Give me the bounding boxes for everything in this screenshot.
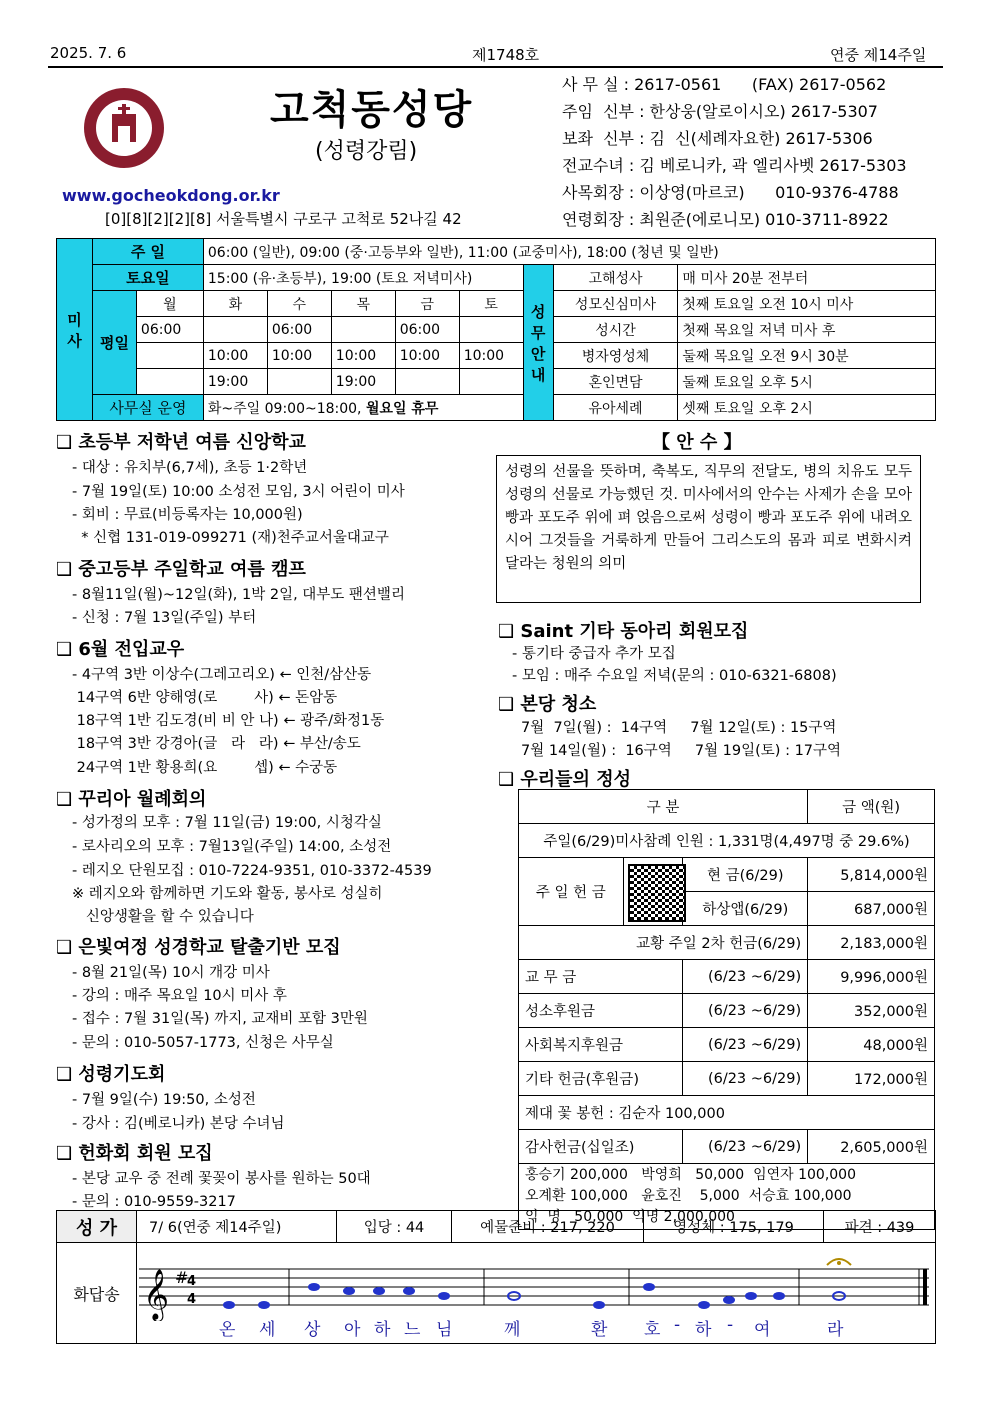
offering-head-category: 구 분 — [519, 790, 808, 824]
section-title: ❑ 본당 청소 — [498, 694, 597, 715]
svg-text:4: 4 — [187, 1292, 197, 1307]
psalm-lyrics — [139, 1315, 935, 1339]
liturgical-week: 연중 제14주일 — [830, 46, 927, 64]
website-link[interactable]: www.gocheokdong.or.kr — [62, 186, 280, 205]
offering-row-label: 성소후원금 — [519, 994, 683, 1028]
lyric-syllable: 께 — [504, 1320, 521, 1340]
section-title: ❑ Saint 기타 동아리 회원모집 — [498, 621, 749, 642]
section-title: ❑ 꾸리아 월례회의 — [56, 789, 207, 810]
weekday-time — [459, 317, 523, 343]
day-header: 수 — [267, 291, 331, 317]
thanks-label: 감사헌금(십일조) — [519, 1130, 683, 1164]
weekday-time: 06:00 — [136, 317, 203, 343]
section-line: - 8월11일(월)~12일(화), 1박 2일, 대부도 팬션밸리 — [72, 587, 405, 603]
guide-value: 둘째 토요일 오후 5시 — [678, 369, 936, 395]
svg-text:4: 4 — [187, 1274, 197, 1289]
section-line: 7월 7일(월) : 14구역 7월 12일(토) : 15구역 — [521, 720, 837, 736]
ansu-title: 【 안 수 】 — [652, 432, 742, 453]
address: [0][8][2][2][8] 서울특별시 구로구 고척로 52나길 42 — [105, 210, 462, 228]
donor-line: 익 명 50,000 익명 2,000,000 — [525, 1209, 735, 1225]
lyric-syllable: 환 — [591, 1320, 608, 1340]
sunday-times: 06:00 (일반), 09:00 (중·고등부와 일반), 11:00 (교중미사), 18:00 (청년 및 일반) — [203, 239, 935, 265]
section-line: - 본당 교우 중 전례 꽃꽂이 봉사를 원하는 50대 — [72, 1171, 371, 1187]
thanks-period: (6/23 ~6/29) — [683, 1130, 808, 1164]
offering-row-period: (6/23 ~6/29) — [683, 1062, 808, 1096]
page-title: 고척동성당 — [270, 87, 474, 133]
section-title: ❑ 헌화회 회원 모집 — [56, 1143, 213, 1164]
ansu-box — [496, 455, 921, 603]
guide-item: 혼인면담 — [553, 369, 678, 395]
weekday-time — [136, 343, 203, 369]
offering-row-amount: 172,000원 — [808, 1062, 935, 1096]
lyric-syllable: 세 — [259, 1320, 276, 1340]
section-line: * 신협 131-019-099271 (재)천주교서울대교구 — [72, 530, 389, 546]
section-line: - 모임 : 매주 수요일 저녁(문의 : 010-6321-6808) — [512, 668, 837, 684]
thanks-amount: 2,605,000원 — [808, 1130, 935, 1164]
day-header: 목 — [331, 291, 395, 317]
offering-row-period: (6/23 ~6/29) — [683, 1028, 808, 1062]
qr-code-icon[interactable] — [628, 864, 686, 922]
weekday-time: 10:00 — [459, 343, 523, 369]
hymn-offertory: 예물준비 : 217, 220 — [452, 1211, 644, 1242]
sunday-offering-label: 주 일 헌 금 — [519, 858, 624, 926]
guide-item: 병자영성체 — [553, 343, 678, 369]
guide-value: 첫째 목요일 저녁 미사 후 — [678, 317, 936, 343]
donor-line: 홍승기 200,000 박영희 50,000 임연자 100,000 — [525, 1167, 856, 1183]
section-title: ❑ 우리들의 정성 — [498, 769, 631, 790]
lyric-syllable: 상 — [304, 1320, 321, 1340]
section-line: 18구역 3반 강경아(글 라 라) ← 부산/송도 — [72, 736, 361, 752]
hymn-date: 7/ 6(연중 제14주일) — [137, 1211, 337, 1242]
lyric-syllable: 아 — [344, 1320, 361, 1340]
weekday-label: 평일 — [92, 291, 136, 395]
contact-office: 사 무 실 : 2617-0561 (FAX) 2617-0562 — [562, 75, 887, 94]
lyric-syllable: 라 — [827, 1320, 844, 1340]
weekday-time: 19:00 — [331, 369, 395, 395]
hymn-entrance: 입당 : 44 — [337, 1211, 452, 1242]
cash-amount: 5,814,000원 — [808, 858, 935, 892]
weekday-time — [267, 369, 331, 395]
guide-item: 성시간 — [553, 317, 678, 343]
svg-text:#: # — [175, 1268, 189, 1287]
office-closed: 월요일 휴무 — [365, 400, 439, 417]
mass-schedule-table — [56, 238, 936, 421]
saturday-times: 15:00 (유·초등부), 19:00 (토요 저녁미사) — [203, 265, 523, 291]
weekday-time — [395, 369, 459, 395]
section-line: 7월 14일(월) : 16구역 7월 19일(토) : 17구역 — [521, 743, 842, 759]
offering-head-amount: 금 액(원) — [808, 790, 935, 824]
lyric-syllable: 온 — [219, 1320, 236, 1340]
offering-row-label: 교 무 금 — [519, 960, 683, 994]
sunday-label: 주 일 — [92, 239, 203, 265]
section-line: - 문의 : 010-9559-3217 — [72, 1194, 236, 1210]
weekday-time: 06:00 — [267, 317, 331, 343]
section-line: - 레지오 단원모집 : 010-7224-9351, 010-3372-4539 — [72, 863, 432, 879]
issue-number: 제1748호 — [472, 46, 540, 64]
weekday-time: 06:00 — [395, 317, 459, 343]
hymn-communion: 영성체 : 175, 179 — [644, 1211, 824, 1242]
weekday-time: 10:00 — [331, 343, 395, 369]
hymn-header — [57, 1211, 935, 1243]
lyric-syllable: 느 — [404, 1320, 421, 1340]
offering-row-period: (6/23 ~6/29) — [683, 960, 808, 994]
section-line: ※ 레지오와 함께하면 기도와 활동, 봉사로 성실히 — [72, 886, 383, 902]
hymn-box — [56, 1210, 936, 1344]
section-title: ❑ 초등부 저학년 여름 신앙학교 — [56, 432, 306, 453]
music-staff-icon — [139, 1251, 935, 1321]
lyric-syllable: 호 — [644, 1320, 661, 1340]
offering-row-amount: 48,000원 — [808, 1028, 935, 1062]
office-hours-text: 화~주일 09:00~18:00, — [207, 400, 362, 417]
app-amount: 687,000원 — [808, 892, 935, 926]
parish-seal-icon — [82, 86, 166, 170]
section-line: - 문의 : 010-5057-1773, 신청은 사무실 — [72, 1035, 334, 1051]
section-title: ❑ 중고등부 주일학교 여름 캠프 — [56, 559, 306, 580]
contact-council: 사목회장 : 이상영(마르코) 010-9376-4788 — [562, 183, 899, 202]
guide-item: 유아세례 — [553, 395, 678, 421]
day-header: 화 — [203, 291, 267, 317]
hymn-label: 성 가 — [57, 1211, 137, 1242]
weekday-time: 19:00 — [203, 369, 267, 395]
section-line: - 회비 : 무료(비등록자는 10,000원) — [72, 507, 303, 523]
section-line: 24구역 1반 황용희(요 셉) ← 수궁동 — [72, 760, 338, 776]
office-hours — [203, 395, 523, 421]
attendance: 주일(6/29)미사참례 인원 : 1,331명(4,497명 중 29.6%) — [519, 824, 935, 858]
contact-pastor: 주임 신부 : 한상웅(알로이시오) 2617-5307 — [562, 102, 878, 121]
contact-funeral: 연령회장 : 최원준(에로니모) 010-3711-8922 — [562, 210, 889, 229]
contact-sisters: 전교수녀 : 김 베로니카, 곽 엘리사벳 2617-5303 — [562, 156, 907, 175]
guide-value: 셋째 토요일 오후 2시 — [678, 395, 936, 421]
contact-assistant: 보좌 신부 : 김 신(세례자요한) 2617-5306 — [562, 129, 873, 148]
mass-label: 미사 — [57, 239, 93, 421]
section-line: 신앙생활을 할 수 있습니다 — [72, 909, 254, 925]
day-header: 토 — [459, 291, 523, 317]
weekday-time — [203, 317, 267, 343]
app-label: 하상앱(6/29) — [683, 892, 808, 926]
weekday-time — [459, 369, 523, 395]
guide-value: 매 미사 20분 전부터 — [678, 265, 936, 291]
offering-row-period: (6/23 ~6/29) — [683, 994, 808, 1028]
section-title: ❑ 성령기도회 — [56, 1064, 166, 1085]
second-collection-amount: 2,183,000원 — [808, 926, 935, 960]
weekday-time: 10:00 — [267, 343, 331, 369]
section-title: ❑ 6월 전입교우 — [56, 639, 185, 660]
page-subtitle: (성령강림) — [315, 139, 418, 164]
guide-value: 둘째 목요일 오전 9시 30분 — [678, 343, 936, 369]
offering-table — [518, 789, 935, 1230]
lyric-syllable: 하 — [374, 1320, 391, 1340]
header-divider — [48, 66, 943, 68]
section-title: ❑ 은빛여정 성경학교 탈출기반 모집 — [56, 937, 341, 958]
guide-label: 성무안내 — [523, 265, 553, 421]
psalm-row — [57, 1243, 935, 1343]
section-line: - 로사리오의 모후 : 7월13일(주일) 14:00, 소성전 — [72, 839, 392, 855]
offering-row-amount: 9,996,000원 — [808, 960, 935, 994]
guide-value: 첫째 토요일 오전 10시 미사 — [678, 291, 936, 317]
donor-line: 오계환 100,000 윤호진 5,000 서승효 100,000 — [525, 1188, 852, 1204]
psalm-label: 화답송 — [57, 1243, 137, 1343]
flower-offering: 제대 꽃 봉헌 : 김순자 100,000 — [519, 1096, 935, 1130]
offering-row-amount: 352,000원 — [808, 994, 935, 1028]
lyric-syllable: - — [674, 1315, 681, 1335]
day-header: 금 — [395, 291, 459, 317]
offering-row-label: 사회복지후원금 — [519, 1028, 683, 1062]
section-line: - 7월 9일(수) 19:50, 소성전 — [72, 1092, 256, 1108]
section-line: - 통기타 중급자 추가 모집 — [512, 646, 676, 662]
svg-text:𝄞: 𝄞 — [143, 1269, 170, 1320]
section-line: - 8월 21일(목) 10시 개강 미사 — [72, 965, 270, 981]
weekday-time — [136, 369, 203, 395]
lyric-syllable: 님 — [436, 1320, 453, 1340]
office-label: 사무실 운영 — [92, 395, 203, 421]
section-line: - 신청 : 7월 13일(주일) 부터 — [72, 610, 257, 626]
section-line: - 강의 : 매주 목요일 10시 미사 후 — [72, 988, 287, 1004]
saturday-label: 토요일 — [92, 265, 203, 291]
weekday-time — [331, 317, 395, 343]
section-line: - 성가정의 모후 : 7월 11일(금) 19:00, 시청각실 — [72, 815, 382, 831]
day-header: 월 — [136, 291, 203, 317]
weekday-time: 10:00 — [203, 343, 267, 369]
lyric-syllable: - — [727, 1315, 734, 1335]
section-line: - 대상 : 유치부(6,7세), 초등 1·2학년 — [72, 460, 308, 476]
offering-row-label: 기타 헌금(후원금) — [519, 1062, 683, 1096]
hymn-dismissal: 파견 : 439 — [844, 1220, 915, 1236]
date: 2025. 7. 6 — [50, 44, 127, 62]
second-collection-label: 교황 주일 2차 헌금(6/29) — [519, 926, 808, 960]
section-line: 18구역 1반 김도경(비 비 안 나) ← 광주/화정1동 — [72, 713, 385, 729]
section-line: - 4구역 3반 이상수(그레고리오) ← 인천/삼산동 — [72, 667, 372, 683]
section-line: - 접수 : 7월 31일(목) 까지, 교재비 포함 3만원 — [72, 1011, 368, 1027]
section-line: - 7월 19일(토) 10:00 소성전 모임, 3시 어린이 미사 — [72, 484, 405, 500]
weekday-time: 10:00 — [395, 343, 459, 369]
section-line: 14구역 6반 양해영(로 사) ← 돈암동 — [72, 690, 338, 706]
lyric-syllable: 여 — [754, 1320, 771, 1340]
cash-label: 현 금(6/29) — [683, 858, 808, 892]
ansu-text: 성령의 선물을 뜻하며, 축복도, 직무의 전달도, 병의 치유도 모두 성령의 선물로 가능했던 것. 미사에서의 안수는 사제가 손을 모아 빵과 포도주 위에 펴 얹음으로써 성령이 빵과 포도주 위에 내려오시어 그것들을 거룩하게 만들어 그리스도의 몸과 피로 변화시켜 달라는 청원의 의미 — [505, 464, 912, 572]
guide-item: 성모신심미사 — [553, 291, 678, 317]
guide-item: 고해성사 — [553, 265, 678, 291]
lyric-syllable: 하 — [695, 1320, 712, 1340]
section-line: - 강사 : 김(베로니카) 본당 수녀님 — [72, 1116, 285, 1132]
